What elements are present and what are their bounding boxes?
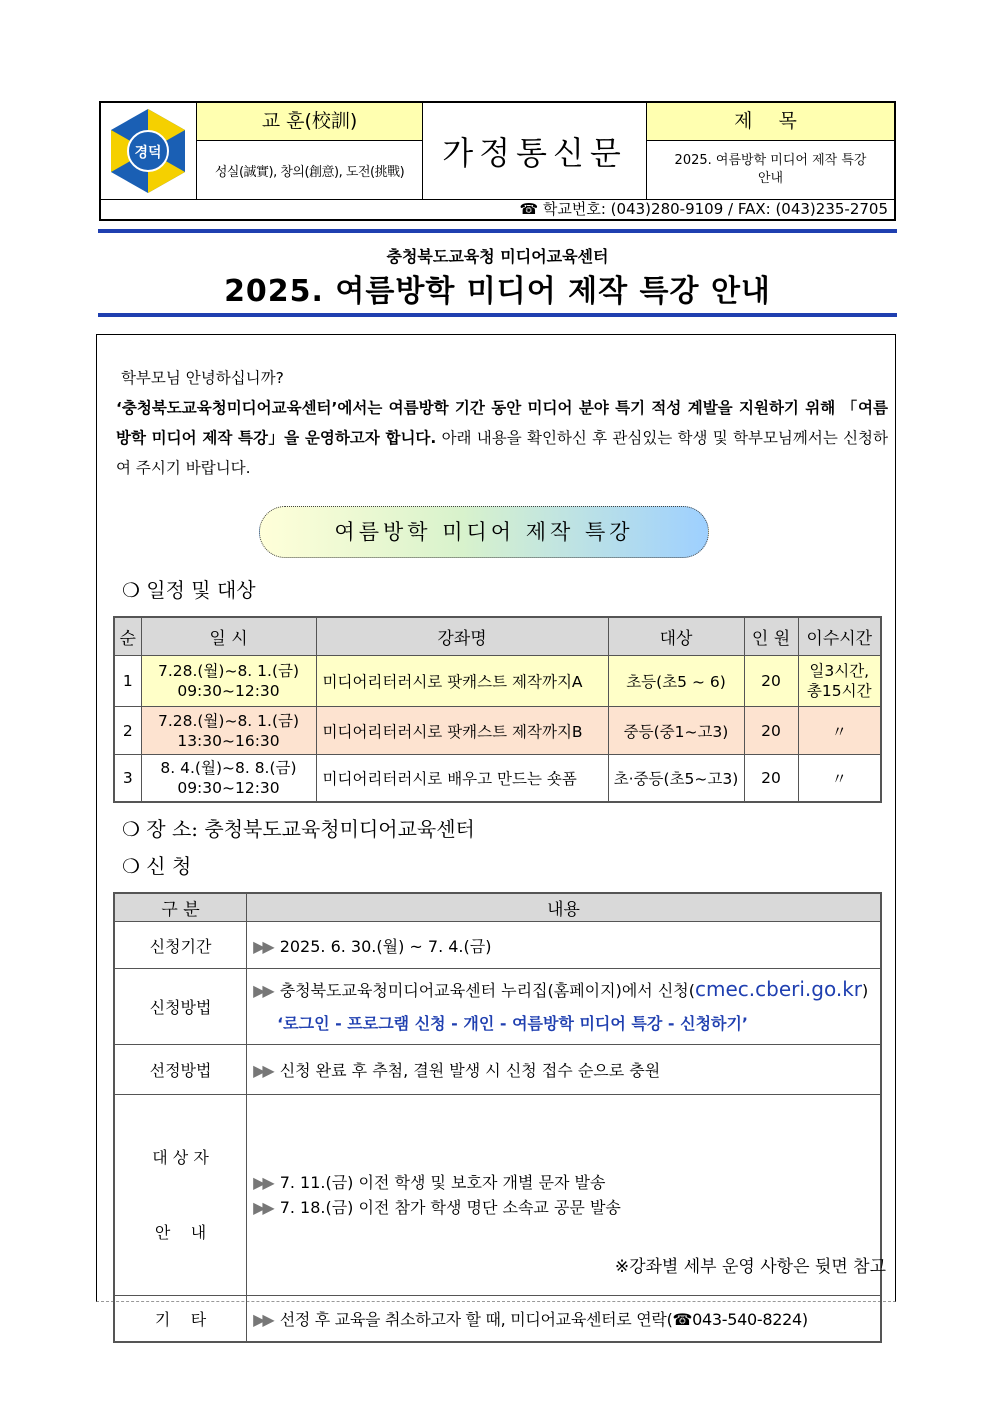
divider-bottom xyxy=(98,313,897,317)
etc-text: 선정 후 교육을 취소하고자 할 때, 미디어교육센터로 연락(☎043-540-8224) xyxy=(279,1309,808,1329)
row-datetime xyxy=(141,755,316,803)
double-arrow-icon: ▶▶ xyxy=(253,936,272,956)
double-arrow-icon: ▶▶ xyxy=(253,1309,272,1329)
table-row xyxy=(114,969,881,1045)
period-label: 신청기간 xyxy=(114,922,247,969)
row-date: 7.28.(월)~8. 1.(금) xyxy=(157,662,300,680)
row-time: 09:30~12:30 xyxy=(177,682,280,700)
row-course: 미디어리터러시로 팟캐스트 제작까지B xyxy=(316,707,608,755)
subject-heading: 제 목 xyxy=(647,103,894,141)
row-no: 1 xyxy=(114,656,141,707)
newsletter-title: 가정통신문 xyxy=(423,103,647,199)
col-date: 일 시 xyxy=(141,617,316,656)
col-no: 순 xyxy=(114,617,141,656)
select-label: 선정방법 xyxy=(114,1045,247,1095)
motto-heading: 교 훈(校訓) xyxy=(197,103,423,141)
row-target: 중등(중1~고3) xyxy=(608,707,744,755)
row-hours: 〃 xyxy=(798,755,881,803)
double-arrow-icon: ▶▶ xyxy=(253,1061,272,1080)
etc-value xyxy=(247,1296,881,1342)
table-row xyxy=(114,656,881,707)
row-date: 7.28.(월)~8. 1.(금) xyxy=(157,711,300,730)
schedule-table xyxy=(113,616,882,803)
intro-bold: ‘충청북도교육청미디어교육센터’에서는 여름방학 기간 동안 미디어 분야 특기 적성 계발을 지원하기 위해 「여름방학 미디어 제작 특강」을 운영하고자 합니다. xyxy=(116,399,888,447)
notice-text-2: 7. 18.(금) 이전 참가 학생 명단 소속교 공문 발송 xyxy=(279,1198,621,1217)
greeting xyxy=(116,363,888,393)
section-schedule: ❍ 일정 및 대상 xyxy=(122,578,256,602)
row-target: 초등(초5 ~ 6) xyxy=(608,656,744,707)
table-row xyxy=(114,922,881,969)
intro-rest: 아래 내용을 확인하신 후 관심있는 학생 및 학부모님께서는 신청하여 주시기 바랍니다. xyxy=(116,429,888,477)
footnote: ※강좌별 세부 운영 사항은 뒷면 참고 xyxy=(614,1257,886,1277)
table-row xyxy=(114,707,881,755)
select-text: 신청 완료 후 추첨, 결원 발생 시 신청 접수 순으로 충원 xyxy=(279,1061,661,1080)
table-row xyxy=(114,1045,881,1095)
section-place: ❍ 장 소: 충청북도교육청미디어교육센터 xyxy=(122,817,475,841)
schedule-header-row xyxy=(114,617,881,656)
period-text: 2025. 6. 30.(월) ~ 7. 4.(금) xyxy=(279,936,492,956)
double-arrow-icon: ▶▶ xyxy=(253,1198,272,1217)
row-count: 20 xyxy=(744,755,798,803)
notice-label-1: 대 상 자 xyxy=(152,1148,209,1167)
col-course: 강좌명 xyxy=(316,617,608,656)
apply-header-row xyxy=(114,893,881,922)
col-count: 인 원 xyxy=(744,617,798,656)
row-count: 20 xyxy=(744,656,798,707)
col-hours: 이수시간 xyxy=(798,617,881,656)
org-name: 충청북도교육청 미디어교육센터 xyxy=(386,247,609,266)
table-row xyxy=(114,755,881,803)
intro-paragraph xyxy=(116,393,888,483)
notice-text-1: 7. 11.(금) 이전 학생 및 보호자 개별 문자 발송 xyxy=(279,1173,606,1192)
etc-label: 기 타 xyxy=(114,1296,247,1342)
row-count: 20 xyxy=(744,707,798,755)
school-logo xyxy=(101,103,197,199)
row-no: 3 xyxy=(114,755,141,803)
row-datetime xyxy=(141,707,316,755)
program-banner: 여름방학 미디어 제작 특강 xyxy=(259,506,709,558)
col-content: 내용 xyxy=(247,893,881,922)
col-category: 구 분 xyxy=(114,893,247,922)
school-phone: ☎ 학교번호: (043)280-9109 / FAX: (043)235-2705 xyxy=(101,199,894,219)
row-date: 8. 4.(월)~8. 8.(금) xyxy=(160,759,297,777)
section-apply: ❍ 신 청 xyxy=(122,854,192,878)
center-url-link[interactable]: cmec.cberi.go.kr xyxy=(695,976,863,1001)
double-arrow-icon: ▶▶ xyxy=(253,1173,272,1192)
row-course: 미디어리터러시로 배우고 만드는 숏폼 xyxy=(316,755,608,803)
method-steps: ‘로그인 - 프로그램 신청 - 개인 - 여름방학 미디어 특강 - 신청하기’ xyxy=(277,1013,749,1033)
row-target: 초·중등(초5~고3) xyxy=(608,755,744,803)
double-arrow-icon: ▶▶ xyxy=(253,980,272,1000)
table-row xyxy=(114,1296,881,1342)
row-no: 2 xyxy=(114,707,141,755)
greeting-text: 학부모님 안녕하십니까? xyxy=(120,369,284,387)
row-course: 미디어리터러시로 팟캐스트 제작까지A xyxy=(316,656,608,707)
period-value xyxy=(247,922,881,969)
school-motto: 성실(誠實), 창의(創意), 도전(挑戰) xyxy=(197,141,423,199)
subject-text: 2025. 여름방학 미디어 제작 특강 안내 xyxy=(674,153,867,186)
col-target: 대상 xyxy=(608,617,744,656)
newsletter-header xyxy=(99,101,896,221)
notice-label-2: 안 내 xyxy=(154,1223,207,1242)
row-hours xyxy=(798,656,881,707)
row-hours-2: 총15시간 xyxy=(806,682,872,700)
row-time: 09:30~12:30 xyxy=(177,779,280,797)
method-text: 충청북도교육청미디어교육센터 누리집(홈페이지)에서 신청( xyxy=(279,980,695,1000)
row-hours: 〃 xyxy=(798,707,881,755)
logo-text: 경덕 xyxy=(134,145,162,161)
row-hours-1: 일3시간, xyxy=(809,662,870,680)
divider-top xyxy=(98,229,897,233)
row-time: 13:30~16:30 xyxy=(177,731,280,750)
method-value xyxy=(247,969,881,1045)
select-value xyxy=(247,1045,881,1095)
method-label: 신청방법 xyxy=(114,969,247,1045)
method-close: ) xyxy=(862,980,869,1000)
notice-label xyxy=(114,1095,247,1296)
page-title: 2025. 여름방학 미디어 제작 특강 안내 xyxy=(224,274,771,309)
row-datetime xyxy=(141,656,316,707)
